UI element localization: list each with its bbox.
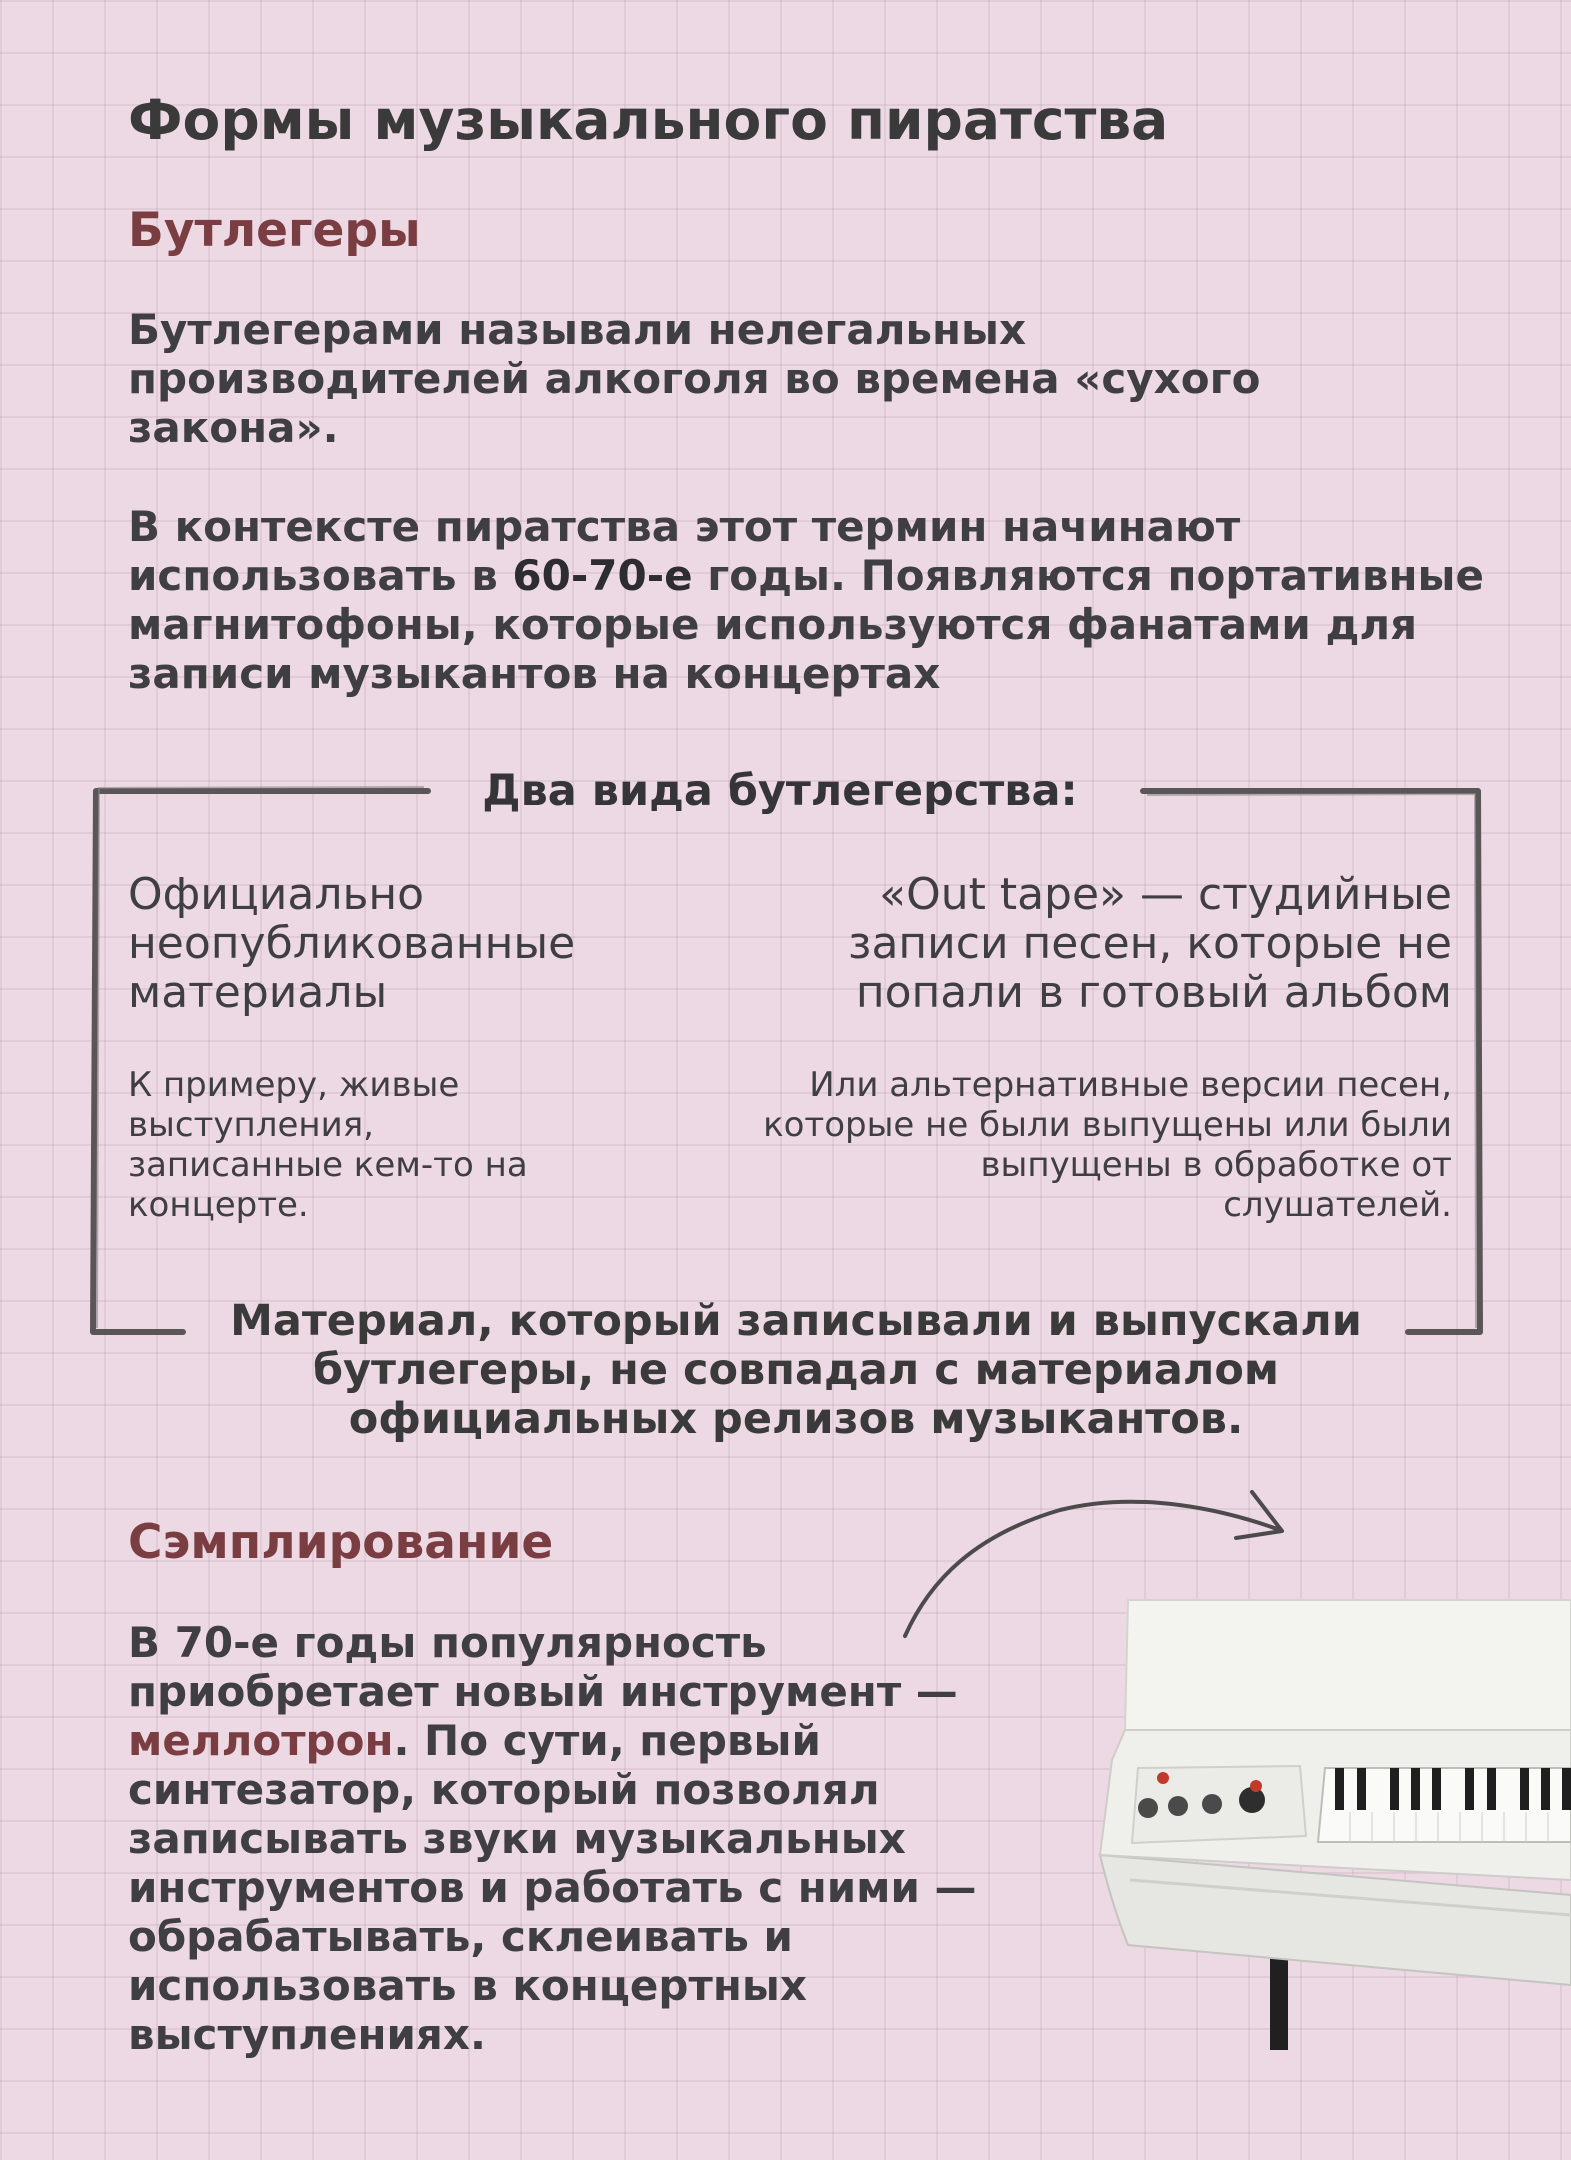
history-text-end: годы. Появляются портативные магнитофоны, которые используются фанатами для записи музыкантов на концертах bbox=[128, 551, 1484, 698]
bootleggers-definition: Бутлегерами называли нелегальных производителей алкоголя во времена «сухого закона». bbox=[128, 305, 1261, 452]
mellotron-highlight: меллотрон bbox=[128, 1716, 394, 1765]
sampling-text-start: В 70-е годы популярность приобретает новый инструмент — bbox=[128, 1618, 958, 1716]
left-type-title: Официально неопубликованные материалы bbox=[128, 869, 576, 1018]
right-type-description: Или альтернативные версии песен, которые не были выпущены или были выпущены в обработке от слушателей. bbox=[763, 1065, 1452, 1225]
sampling-heading: Сэмплирование bbox=[128, 1515, 554, 1570]
history-decade: 60-70-е bbox=[512, 551, 693, 600]
types-box-label: Два вида бутлегерства: bbox=[482, 766, 1078, 816]
left-type-description: К примеру, живые выступления, записанные кем-то на концерте. bbox=[128, 1065, 528, 1225]
right-type-title: «Out tape» — студийные записи песен, которые не попали в готовый альбом bbox=[848, 869, 1452, 1018]
page-title: Формы музыкального пиратства bbox=[128, 88, 1169, 152]
bootleggers-heading: Бутлегеры bbox=[128, 203, 421, 258]
history-text-start: В контексте пиратства этот термин начинают использовать в bbox=[128, 502, 1241, 600]
sampling-text-end: . По сути, первый синтезатор, который позволял записывать звуки музыкальных инструментов и работать с ними — обрабатывать, склеивать и использовать в концертных выступлениях. bbox=[128, 1716, 977, 2059]
types-bottom-note: Материал, который записывали и выпускали бутлегеры, не совпадал с материалом официальных релизов музыкантов. bbox=[230, 1296, 1362, 1444]
